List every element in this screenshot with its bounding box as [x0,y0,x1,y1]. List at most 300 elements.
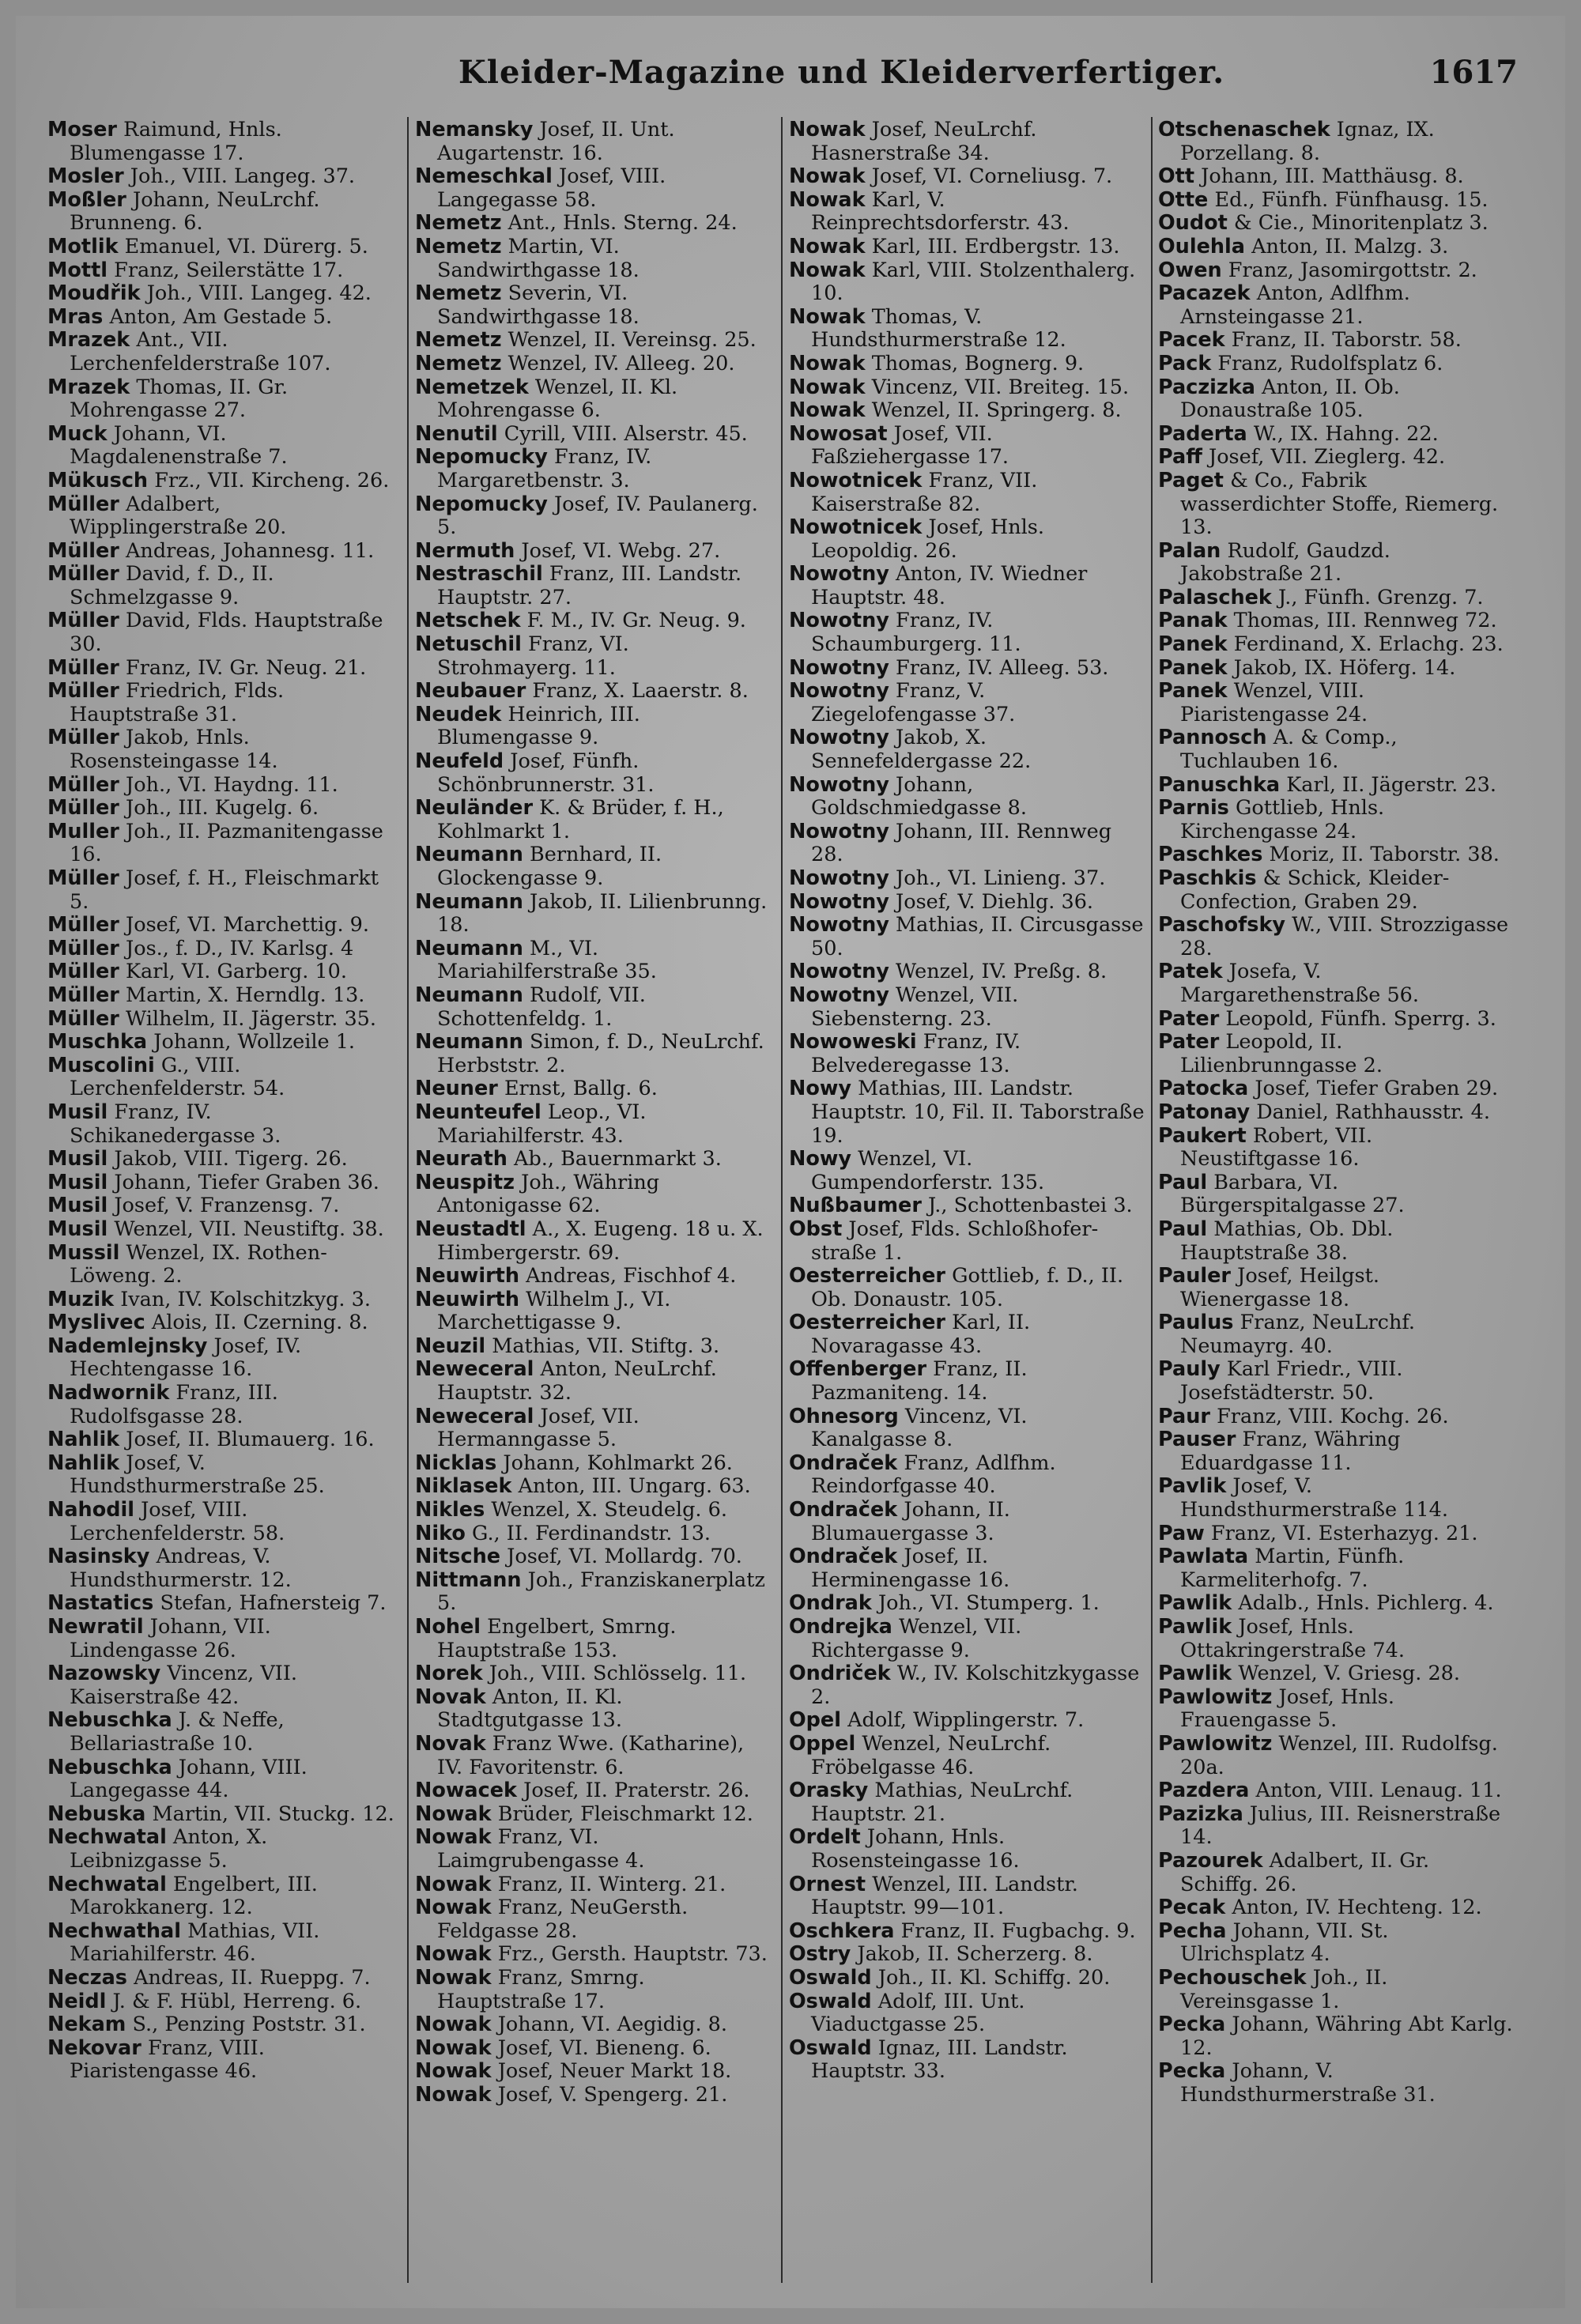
entry-details: Franz, Seilerstätte 17. [114,258,344,282]
entry-name: Owen [1158,258,1222,282]
directory-entry [47,423,403,470]
entry-name: Ohnesorg [789,1404,899,1428]
entry-name: Nowotny [789,726,889,750]
entry-details: Josefa, V. Margarethenstraße 56. [1180,960,1420,1007]
directory-entry [415,1101,771,1148]
directory-entry [789,1031,1145,1077]
directory-entry [415,1896,771,1943]
entry-details: Wenzel, III. Rudolfsg. 20a. [1180,1731,1498,1779]
directory-entry [47,1054,403,1101]
directory-entry [47,680,403,726]
entry-name: Pater [1158,1030,1220,1054]
directory-entry [47,1873,403,1920]
entry-details: Franz Wwe. (Katharine), IV. Favoritenstr. 6. [437,1731,745,1779]
directory-entry [47,282,403,306]
entry-details: Franz, NeuLrchf. Neumayrg. 40. [1180,1311,1416,1358]
entry-details: Josef, II. Unt. Augartenstr. 16. [437,119,675,165]
entry-details: G., VIII. Lerchenfelderstr. 54. [70,1053,285,1101]
entry-name: Nemetzek [415,375,529,399]
entry-name: Muzik [47,1287,115,1311]
entry-name: Nowak [789,375,866,399]
entry-details: Ed., Fünfh. Fünfhausg. 15. [1214,187,1489,212]
entry-name: Pecha [1158,1918,1227,1943]
entry-details: Josef, II. Herminengasse 16. [811,1545,1010,1592]
entry-details: Jakob, II. Scherzerg. 8. [857,1942,1093,1967]
entry-name: Niklasek [415,1474,512,1499]
entry-name: Nemeschkal [415,164,553,189]
directory-entry [415,1358,771,1405]
entry-details: J., Fünfh. Grenzg. 7. [1277,585,1484,609]
entry-name: Moser [47,119,117,141]
entry-name: Nebuschka [47,1755,172,1779]
directory-entry [47,1288,403,1312]
directory-entry [789,1077,1145,1148]
entry-details: Anton, III. Ungarg. 63. [518,1474,751,1499]
directory-entry [47,540,403,564]
entry-name: Oulehla [1158,234,1245,258]
directory-entry [415,236,771,282]
entry-name: Parnis [1158,796,1229,821]
directory-entry [789,1311,1145,1358]
directory-entry [415,1265,771,1288]
entry-name: Newratil [47,1615,144,1639]
entry-name: Pecka [1158,2013,1226,2037]
entry-name: Nowotny [789,889,889,914]
entry-name: Nazowsky [47,1662,161,1686]
entry-name: Otschenaschek [1158,119,1330,141]
entry-details: Jakob, Hnls. Rosensteingasse 14. [70,726,278,774]
entry-details: Mathias, VII. Stiftg. 3. [492,1334,720,1358]
entry-name: Neunteufel [415,1100,541,1124]
entry-name: Nowak [789,351,866,375]
directory-entry [789,1920,1145,1944]
entry-name: Pavlik [1158,1474,1227,1499]
directory-entry [415,1077,771,1101]
directory-entry [415,891,771,938]
entry-name: Moßler [47,187,126,212]
entry-name: Nittmann [415,1568,522,1592]
entry-name: Nußbaumer [789,1194,922,1218]
entry-name: Motlik [47,234,119,258]
directory-entry [1158,2060,1514,2107]
directory-entry [789,1616,1145,1662]
entry-name: Nemansky [415,119,534,141]
directory-entry [1158,1171,1514,1218]
column-divider [1151,117,1153,2283]
entry-name: Müller [47,726,119,750]
entry-details: Franz, IV. Schaumburgerg. 11. [811,609,1021,657]
entry-details: Franz, IV. Gr. Neug. 21. [126,655,367,680]
directory-entry [415,1335,771,1359]
entry-name: Nowak [789,164,866,189]
directory-entry [789,1499,1145,1545]
entry-details: Wenzel, III. Landstr. Hauptstr. 99—101. [811,1872,1078,1920]
entry-details: & Schick, Kleider-Confection, Graben 29. [1180,866,1450,914]
entry-name: Obst [789,1217,843,1241]
entry-details: Franz, IV. Alleeg. 53. [896,655,1109,680]
directory-column-3 [789,119,1145,2284]
entry-name: Neuländer [415,796,534,821]
entry-name: Patek [1158,960,1223,984]
entry-name: Nowoweski [789,1030,917,1054]
entry-name: Paschkis [1158,866,1257,890]
entry-name: Nowak [415,1965,492,1990]
entry-name: Müller [47,936,119,960]
entry-details: Franz, VI. Laimgrubengasse 4. [437,1825,645,1873]
entry-details: Moriz, II. Taborstr. 38. [1269,843,1500,867]
directory-entry [47,236,403,259]
entry-name: Pawlik [1158,1615,1232,1639]
entry-details: Raimund, Hnls. Blumengasse 17. [70,119,282,165]
directory-entry [415,282,771,329]
entry-name: Paderta [1158,421,1247,446]
entry-name: Nechwatal [47,1872,167,1896]
directory-entry [1158,470,1514,540]
directory-entry [47,1756,403,1803]
entry-details: Wenzel, II. Vereinsg. 25. [508,328,757,353]
directory-entry [415,1943,771,1967]
directory-entry [1158,633,1514,657]
entry-details: Severin, VI. Sandwirthgasse 18. [437,281,640,329]
entry-details: F. M., IV. Gr. Neug. 9. [526,609,746,633]
entry-details: Josef, II. Blumauerg. 16. [126,1428,375,1452]
directory-entry [47,657,403,681]
entry-details: Jakob, X. Sennefeldergasse 22. [811,726,1032,774]
entry-details: Johann, Währing Abt Karlg. 12. [1180,2013,1513,2060]
entry-details: Karl, II. Jägerstr. 23. [1286,772,1496,797]
entry-details: Josef, VIII. Lerchenfelderstr. 58. [70,1498,285,1545]
directory-entry [47,1428,403,1452]
entry-details: Leopold, II. Lilienbrunngasse 2. [1180,1030,1383,1077]
entry-name: Nermuth [415,538,515,563]
entry-name: Paczizka [1158,375,1255,399]
entry-details: Andreas, Fischhof 4. [526,1264,737,1288]
entry-details: David, Flds. Hauptstraße 30. [70,609,383,657]
entry-details: Frz., VII. Kircheng. 26. [154,468,390,492]
entry-details: Franz, II. Fugbachg. 9. [900,1918,1136,1943]
directory-entry [415,1569,771,1616]
entry-details: Barbara, VI. Bürgerspitalgasse 27. [1180,1170,1405,1218]
directory-entry [1158,540,1514,587]
entry-name: Nowy [789,1077,852,1101]
directory-entry [415,1967,771,2013]
entry-details: Ignaz, IX. Porzellang. 8. [1180,119,1435,165]
entry-details: Franz, VI. Esterhazyg. 21. [1210,1521,1478,1545]
entry-details: Karl Friedr., VIII. Josefstädterstr. 50. [1180,1357,1403,1405]
directory-entry [789,399,1145,423]
entry-name: Muscolini [47,1053,155,1077]
entry-name: Müller [47,538,119,563]
directory-entry [789,236,1145,259]
entry-name: Pawlik [1158,1591,1232,1616]
directory-entry [47,1452,403,1499]
directory-entry [47,376,403,423]
directory-entry [47,797,403,821]
entry-name: Oswald [789,2035,872,2060]
entry-name: Pauser [1158,1428,1236,1452]
entry-name: Pazdera [1158,1779,1250,1803]
entry-details: Josef, VI. Bieneng. 6. [497,2035,711,2060]
entry-name: Paur [1158,1404,1210,1428]
entry-details: Wenzel, IX. Rothen-Löweng. 2. [70,1240,327,1288]
directory-entry [789,1873,1145,1920]
directory-entry [47,1545,403,1592]
entry-details: Anton, VIII. Lenaug. 11. [1255,1779,1502,1803]
entry-details: Johann, VII. Lindengasse 26. [70,1615,271,1662]
directory-entry [415,1522,771,1546]
entry-name: Paul [1158,1217,1208,1241]
directory-entry [1158,282,1514,329]
directory-entry [789,1405,1145,1452]
entry-details: Franz, NeuGersth. Feldgasse 28. [437,1896,689,1943]
entry-details: Wilhelm J., VI. Marchettigasse 9. [437,1287,671,1335]
entry-name: Musil [47,1217,108,1241]
entry-name: Pawlik [1158,1662,1232,1686]
entry-details: & Co., Fabrik wasserdichter Stoffe, Riemerg. 13. [1180,468,1499,540]
directory-entry [47,1008,403,1032]
entry-name: Müller [47,866,119,890]
entry-name: Nemetz [415,281,502,306]
entry-name: Mrazek [47,328,130,353]
entry-details: Johann, VI. Magdalenenstraße 7. [70,421,288,470]
entry-name: Nowotny [789,562,889,587]
entry-details: Wilhelm, II. Jägerstr. 35. [126,1006,377,1031]
entry-name: Nohel [415,1615,481,1639]
entry-name: Nekovar [47,2035,141,2060]
entry-details: Wenzel, VII. Richtergasse 9. [811,1615,1022,1662]
entry-details: G., II. Ferdinandstr. 13. [471,1521,711,1545]
entry-details: Friedrich, Flds. Hauptstraße 31. [70,679,285,726]
entry-details: Gottlieb, Hnls. Kirchengasse 24. [1180,796,1385,843]
entry-details: Brüder, Fleischmarkt 12. [497,1801,753,1826]
directory-entry [47,938,403,961]
directory-entry [789,165,1145,189]
directory-entry [789,867,1145,891]
entry-details: J. & Neffe, Bellariastraße 10. [70,1708,285,1756]
directory-entry [789,774,1145,821]
directory-entry [47,189,403,236]
entry-name: Muck [47,421,108,446]
entry-name: Nenutil [415,421,498,446]
entry-details: Josef, V. Franzensg. 7. [114,1194,340,1218]
entry-name: Ondraček [789,1545,898,1569]
entry-details: Johann, VI. Aegidig. 8. [497,2013,727,2037]
entry-name: Opel [789,1708,841,1733]
directory-entry [415,1405,771,1452]
directory-entry [789,1967,1145,1990]
entry-details: Josef, VII. Zieglerg. 42. [1208,445,1446,470]
directory-entry [1158,119,1514,165]
directory-entry [47,2037,403,2084]
directory-entry [47,1592,403,1616]
directory-entry [789,609,1145,656]
directory-entry [1158,165,1514,189]
entry-name: Nahlik [47,1428,120,1452]
entry-name: Nowotnicek [789,515,923,540]
directory-entry [1158,1779,1514,1803]
entry-details: Simon, f. D., NeuLrchf. Herbststr. 2. [437,1030,764,1077]
entry-name: Neustadtl [415,1217,526,1241]
directory-entry [415,1452,771,1476]
directory-page [16,16,1565,2308]
directory-entry [789,423,1145,470]
entry-details: Jakob, VIII. Tigerg. 26. [114,1147,348,1171]
entry-name: Nikles [415,1498,485,1522]
entry-name: Müller [47,562,119,587]
directory-entry [415,2013,771,2037]
entry-details: Daniel, Rathhausstr. 4. [1256,1100,1490,1124]
entry-name: Nahodil [47,1498,134,1522]
entry-details: Andreas, Johannesg. 11. [126,538,375,563]
directory-entry [1158,1008,1514,1032]
entry-details: Engelbert, Smrng. Hauptstraße 153. [437,1615,677,1662]
directory-entry [415,704,771,750]
directory-entry [47,493,403,540]
entry-name: Nasinsky [47,1545,150,1569]
entry-details: Franz, II. Pazmaniteng. 14. [811,1357,1028,1405]
entry-name: Nahlik [47,1451,120,1475]
directory-entry [789,821,1145,867]
directory-entry [1158,1545,1514,1592]
entry-details: Thomas, Bognerg. 9. [871,351,1085,375]
entry-name: Neufeld [415,749,504,774]
directory-entry [1158,1358,1514,1405]
entry-name: Pauly [1158,1357,1221,1382]
entry-name: Paget [1158,468,1224,492]
directory-entry [789,891,1145,915]
directory-entry [415,843,771,890]
directory-entry [1158,446,1514,470]
entry-details: Ernst, Ballg. 6. [504,1077,658,1101]
directory-entry [415,609,771,633]
entry-details: Emanuel, VI. Dürerg. 5. [124,234,368,258]
entry-name: Nowotny [789,819,889,843]
entry-name: Neurath [415,1147,508,1171]
entry-details: Josef, VIII. Langegasse 58. [437,164,666,212]
directory-entry [415,1826,771,1873]
entry-details: Joh., Währing Antonigasse 62. [437,1170,660,1218]
directory-entry [415,1803,771,1827]
directory-entry [1158,1803,1514,1850]
directory-entry [415,212,771,236]
entry-name: Nadwornik [47,1381,170,1405]
entry-details: Josef, VII. Faßziehergasse 17. [811,421,1009,470]
entry-name: Nowak [789,119,866,141]
entry-details: Julius, III. Reisnerstraße 14. [1180,1801,1501,1850]
entry-name: Palan [1158,538,1221,563]
entry-details: Franz, Währing Eduardgasse 11. [1180,1428,1401,1475]
entry-details: Wenzel, IV. Alleeg. 20. [508,351,735,375]
directory-entry [415,2084,771,2107]
entry-name: Nebuska [47,1801,146,1826]
entry-details: Josef, V. Hundsthurmerstraße 25. [70,1451,325,1499]
directory-entry [47,726,403,773]
entry-name: Netuschil [415,632,522,657]
directory-entry [1158,1428,1514,1475]
entry-details: Josef, Hnls. Frauengasse 5. [1180,1685,1394,1733]
entry-name: Moudřik [47,281,141,306]
entry-name: Nestraschil [415,562,543,587]
entry-name: Nowak [415,2035,492,2060]
entry-details: Wenzel, IV. Preßg. 8. [896,960,1107,984]
entry-name: Nemetz [415,351,502,375]
entry-details: A. & Comp., Tuchlauben 16. [1180,726,1398,774]
entry-details: Vincenz, VII. Breiteg. 15. [871,375,1130,399]
entry-name: Nowotny [789,960,889,984]
directory-entry [47,470,403,493]
entry-details: Adalb., Hnls. Pichlerg. 4. [1238,1591,1494,1616]
entry-details: Joh., II. Kl. Schiffg. 20. [877,1965,1111,1990]
entry-details: J., Schottenbastei 3. [928,1194,1133,1218]
directory-entry [1158,353,1514,376]
entry-details: Franz, IV. Margaretbenstr. 3. [437,445,652,492]
entry-name: Nowotny [789,913,889,938]
directory-entry [1158,774,1514,798]
entry-name: Ondrejka [789,1615,892,1639]
directory-entry [789,680,1145,726]
directory-entry [415,329,771,353]
entry-name: Nowotny [789,983,889,1007]
column-divider [781,117,783,2283]
directory-entry [1158,1311,1514,1358]
entry-name: Offenberger [789,1357,927,1382]
directory-entry [415,1031,771,1077]
directory-entry [1158,259,1514,283]
entry-name: Nebuschka [47,1708,172,1733]
entry-name: Nitsche [415,1545,501,1569]
directory-entry [415,1545,771,1569]
directory-entry [415,750,771,797]
directory-entry [47,821,403,867]
entry-details: Stefan, Hafnersteig 7. [160,1591,387,1616]
directory-entry [415,563,771,609]
directory-column-4 [1158,119,1514,2284]
directory-entry [1158,1662,1514,1686]
directory-entry [47,1920,403,1967]
directory-entry [1158,1896,1514,1920]
entry-details: Wenzel, VI. Gumpendorferstr. 135. [811,1147,1045,1194]
page-number: 1617 [1429,54,1518,91]
directory-entry [789,1826,1145,1873]
entry-details: Anton, IV. Wiedner Hauptstr. 48. [811,562,1088,609]
entry-details: Gottlieb, f. D., II. Ob. Donaustr. 105. [811,1264,1124,1311]
entry-name: Palaschek [1158,585,1272,609]
directory-entry [789,1545,1145,1592]
directory-entry [1158,726,1514,773]
entry-name: Patocka [1158,1077,1249,1101]
directory-entry [47,1031,403,1054]
entry-name: Nowak [415,2013,492,2037]
entry-details: Franz, Smrng. Hauptstraße 17. [437,1965,645,2013]
entry-name: Panak [1158,609,1228,633]
directory-entry [47,1616,403,1662]
entry-name: Neuspitz [415,1170,515,1194]
directory-entry [415,1475,771,1499]
entry-name: Netschek [415,609,521,633]
entry-details: Franz, Adlfhm. Reindorfgasse 40. [811,1451,1056,1499]
directory-entry [789,914,1145,960]
entry-name: Paschofsky [1158,913,1286,938]
entry-details: Joh., VIII. Langeg. 37. [130,164,356,189]
directory-entry [415,1288,771,1335]
entry-details: Thomas, III. Rennweg 72. [1233,609,1497,633]
entry-details: Josef, II. Praterstr. 26. [523,1779,750,1803]
entry-name: Panek [1158,632,1228,657]
entry-details: Josef, Flds. Schloßhofer-straße 1. [811,1217,1099,1265]
directory-entry [47,563,403,609]
entry-details: Joh., III. Kugelg. 6. [126,796,319,821]
entry-details: Jos., f. D., IV. Karlsg. 4 [126,936,354,960]
